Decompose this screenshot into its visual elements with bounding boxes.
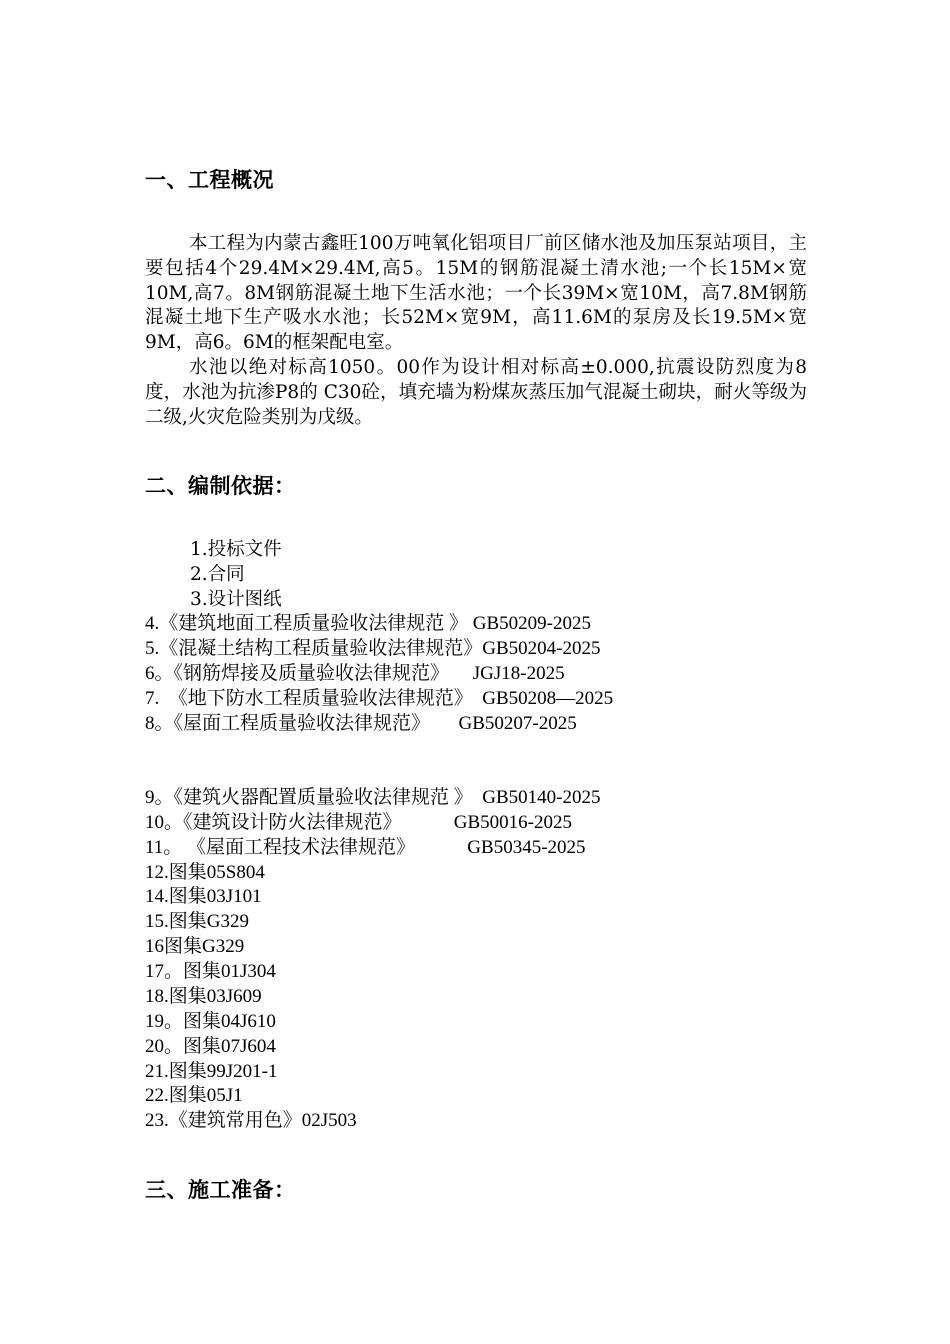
basis-item-14: 14.图集03J101 bbox=[145, 886, 262, 907]
basis-item-4: 4.《建筑地面工程质量验收法律规范 》 GB50209-2025 bbox=[145, 613, 591, 634]
basis-item-5: 5.《混凝土结构工程质量验收法律规范》GB50204-2025 bbox=[145, 638, 601, 659]
basis-item-20: 20。图集07J604 bbox=[145, 1036, 276, 1057]
basis-item-15: 15.图集G329 bbox=[145, 911, 249, 932]
basis-item-18: 18.图集03J609 bbox=[145, 986, 262, 1007]
basis-item-16: 16图集G329 bbox=[145, 936, 245, 957]
basis-item-17: 17。图集01J304 bbox=[145, 961, 276, 982]
section-1-paragraph-2: 水池以绝对标高1050。00作为设计相对标高±0.000,抗震设防烈度为8度，水池为抗渗P8的 C30砼，填充墙为粉煤灰蒸压加气混凝土砌块，耐火等级为二级,火灾危险类别为戊级。 bbox=[145, 357, 807, 428]
basis-item-12: 12.图集05S804 bbox=[145, 862, 265, 883]
section-2-heading: 二、编制依据： bbox=[145, 474, 296, 498]
basis-item-11: 11。 《屋面工程技术法律规范》 GB50345-2025 bbox=[145, 837, 586, 858]
section-3-heading: 三、施工准备： bbox=[145, 1178, 296, 1202]
basis-item-3: 3.设计图纸 bbox=[190, 589, 282, 610]
basis-item-10: 10。《建筑设计防火法律规范》 GB50016-2025 bbox=[145, 812, 572, 833]
basis-item-8: 8。《屋面工程质量验收法律规范》 GB50207-2025 bbox=[145, 713, 577, 734]
basis-item-2: 2.合同 bbox=[190, 564, 245, 585]
basis-item-19: 19。图集04J610 bbox=[145, 1011, 276, 1032]
basis-item-23: 23.《建筑常用色》02J503 bbox=[145, 1110, 357, 1131]
basis-item-21: 21.图集99J201-1 bbox=[145, 1061, 278, 1082]
basis-item-1: 1.投标文件 bbox=[190, 539, 282, 560]
basis-item-7: 7. 《地下防水工程质量验收法律规范》 GB50208—2025 bbox=[145, 688, 614, 709]
basis-item-6: 6。《钢筋焊接及质量验收法律规范》 JGJ18-2025 bbox=[145, 663, 565, 684]
basis-item-9: 9。《建筑火器配置质量验收法律规范 》 GB50140-2025 bbox=[145, 787, 601, 808]
section-1-heading: 一、工程概况 bbox=[145, 168, 274, 192]
section-1-paragraph-1: 本工程为内蒙古鑫旺100万吨氧化铝项目厂前区储水池及加压泵站项目，主要包括4个29.4M×29.4M,高5。15M的钢筋混凝土清水池;一个长15M×宽10M,高7。8M钢筋混凝土地下生活水池；一个长39M×宽10M，高7.8M钢筋混凝土地下生产吸水水池；长52M×宽9M，高11.6M的泵房及长19.5M×宽9M，高6。6M的框架配电室。 bbox=[145, 233, 807, 354]
basis-item-22: 22.图集05J1 bbox=[145, 1085, 243, 1106]
